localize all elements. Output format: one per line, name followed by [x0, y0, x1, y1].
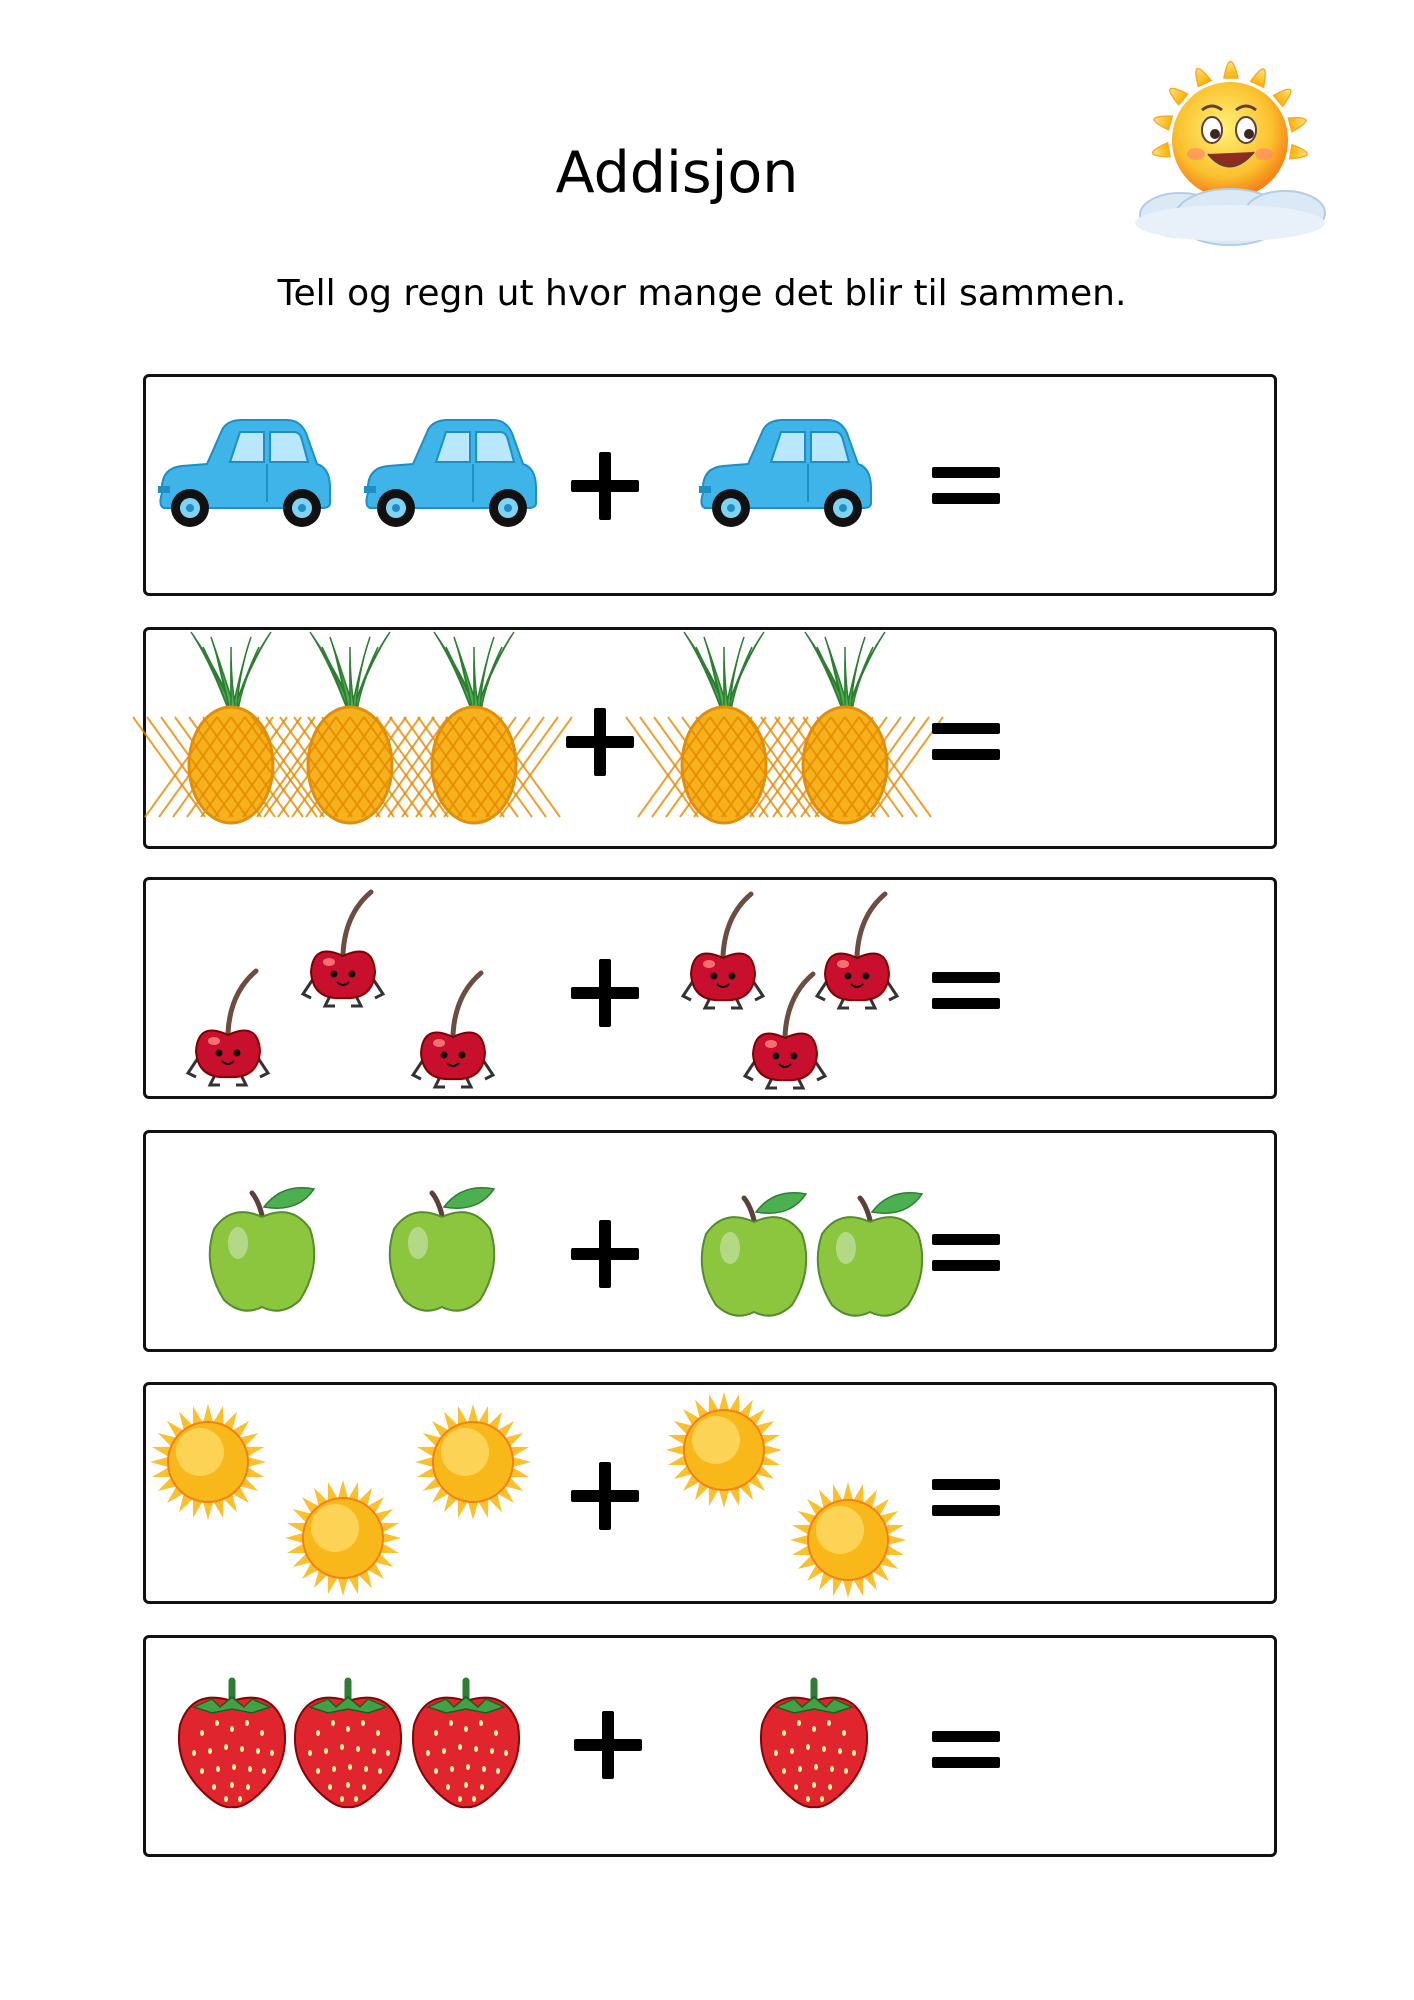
problem-row-5 [143, 1382, 1277, 1604]
problem-row-2 [143, 627, 1277, 849]
problem-row-6 [143, 1635, 1277, 1857]
problem-row-4 [143, 1130, 1277, 1352]
smiling-sun-icon [1120, 45, 1340, 255]
problem-row-3 [143, 877, 1277, 1099]
problem-row-1 [143, 374, 1277, 596]
worksheet-instruction: Tell og regn ut hvor mange det blir til sammen. [277, 273, 1127, 314]
worksheet-title: Addisjon [555, 140, 799, 206]
